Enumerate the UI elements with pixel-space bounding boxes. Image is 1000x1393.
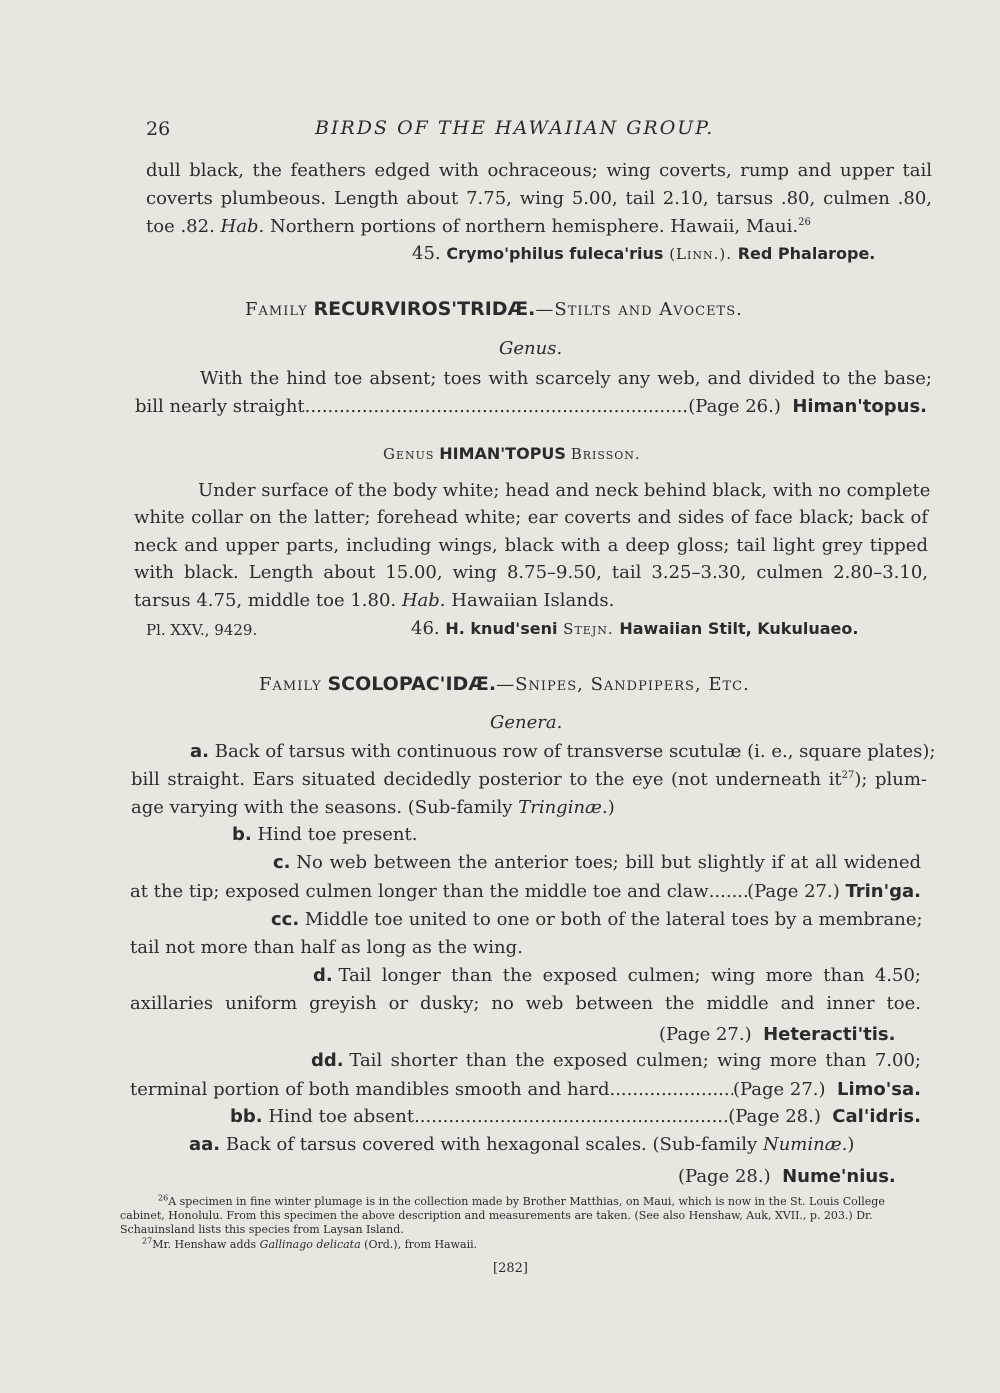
page-number: 26 xyxy=(146,118,171,140)
text-line: tail not more than half as long as the wing. xyxy=(130,937,523,958)
key-a: a. Back of tarsus with continuous row of transverse scutulæ (i. e., square plates); xyxy=(190,741,936,762)
genus-heading-himantopus: Genus HIMAN'TOPUS Brisson. xyxy=(383,444,641,463)
text-line: toe .82. Hab. Northern portions of northern hemisphere. Hawaii, Maui.$^{26}$ xyxy=(146,216,811,237)
key-aa: aa. Back of tarsus covered with hexagonal scales. (Sub-family Numinæ.) xyxy=(189,1134,855,1155)
key-bb: bb. Hind toe absent ..... (Page 28.) Cal'idris. xyxy=(230,1106,921,1128)
text-line: bill straight. Ears situated decidedly posterior to the eye (not underneath $it^{27}$); plum- xyxy=(131,769,927,790)
key-c: c. No web between the anterior toes; bill but slightly if at all widened xyxy=(273,852,921,873)
key-cc: cc. Middle toe united to one or both of the lateral toes by a membrane; xyxy=(271,909,923,930)
text-line: neck and upper parts, including wings, black with a deep gloss; tail light grey tipped xyxy=(134,535,928,556)
family-heading-scolopacidae: Family SCOLOPAC'IDÆ.—Snipes, Sandpipers, Etc. xyxy=(259,673,750,695)
plate-reference: Pl. XXV., 9429. xyxy=(146,621,258,639)
text-line: with black. Length about 15.00, wing 8.75–9.50, tail 3.25–3.30, culmen 2.80–3.10, xyxy=(134,562,928,583)
genera-subheading: Genera. xyxy=(490,712,563,733)
folio-number: [282] xyxy=(493,1261,528,1276)
species-entry-45: 45. Crymo'philus fuleca'rius (Linn.). Red Phalarope. xyxy=(412,243,876,264)
text-line: dull black, the feathers edged with ochraceous; wing coverts, rump and upper tail xyxy=(146,160,932,181)
text-line: tarsus 4.75, middle toe 1.80. Hab. Hawaiian Islands. xyxy=(134,590,615,611)
key-line-heteractitis: (Page 27.) Heteracti'tis. xyxy=(659,1024,896,1045)
key-line-numenius: (Page 28.) Nume'nius. xyxy=(678,1166,896,1187)
footnote-27: $^{27}$Mr. Henshaw adds Gallinago delicata (Ord.), from Hawaii. xyxy=(142,1236,478,1251)
text-line: age varying with the seasons. (Sub-family Tringinæ.) xyxy=(131,797,615,818)
text-line: axillaries uniform greyish or dusky; no web between the middle and inner toe. xyxy=(130,993,921,1014)
key-line-limosa: terminal portion of both mandibles smooth and hard ..... (Page 27.) Limo'sa. xyxy=(130,1079,921,1101)
text-line: coverts plumbeous. Length about 7.75, wing 5.00, tail 2.10, tarsus .80, culmen .80, xyxy=(146,188,932,209)
genus-subheading: Genus. xyxy=(499,338,563,359)
key-line: With the hind toe absent; toes with scarcely any web, and divided to the base; xyxy=(200,368,932,389)
footnote-26-line: cabinet, Honolulu. From this specimen the above description and measurements are taken. (See also Henshaw, Auk, XVII., p. 203.) Dr. xyxy=(120,1209,873,1222)
key-line-himantopus: bill nearly straight ..... (Page 26.) Himan'topus. xyxy=(135,396,927,418)
footnote-26: $^{26}$A specimen in fine winter plumage is in the collection made by Brother Matthias, on Maui, which is now in the St. Louis College xyxy=(158,1193,885,1208)
key-dd: dd. Tail shorter than the exposed culmen; wing more than 7.00; xyxy=(311,1050,921,1071)
text-line: Under surface of the body white; head and neck behind black, with no complete xyxy=(198,480,931,501)
key-line-tringa: at the tip; exposed culmen longer than the middle toe and claw ..... (Page 27.) Trin'ga. xyxy=(130,881,921,903)
family-heading-recurvirostridae: Family RECURVIROS'TRIDÆ.—Stilts and Avocets. xyxy=(245,298,743,320)
text-line: white collar on the latter; forehead white; ear coverts and sides of face black; back of xyxy=(134,507,928,528)
species-entry-46: 46. H. knud'seni Stejn. Hawaiian Stilt, Kukuluaeo. xyxy=(411,618,859,639)
footnote-26-line: Schauinsland lists this species from Laysan Island. xyxy=(120,1223,404,1236)
running-title: BIRDS OF THE HAWAIIAN GROUP. xyxy=(315,117,715,139)
key-b: b. Hind toe present. xyxy=(232,824,418,845)
key-d: d. Tail longer than the exposed culmen; wing more than 4.50; xyxy=(313,965,921,986)
